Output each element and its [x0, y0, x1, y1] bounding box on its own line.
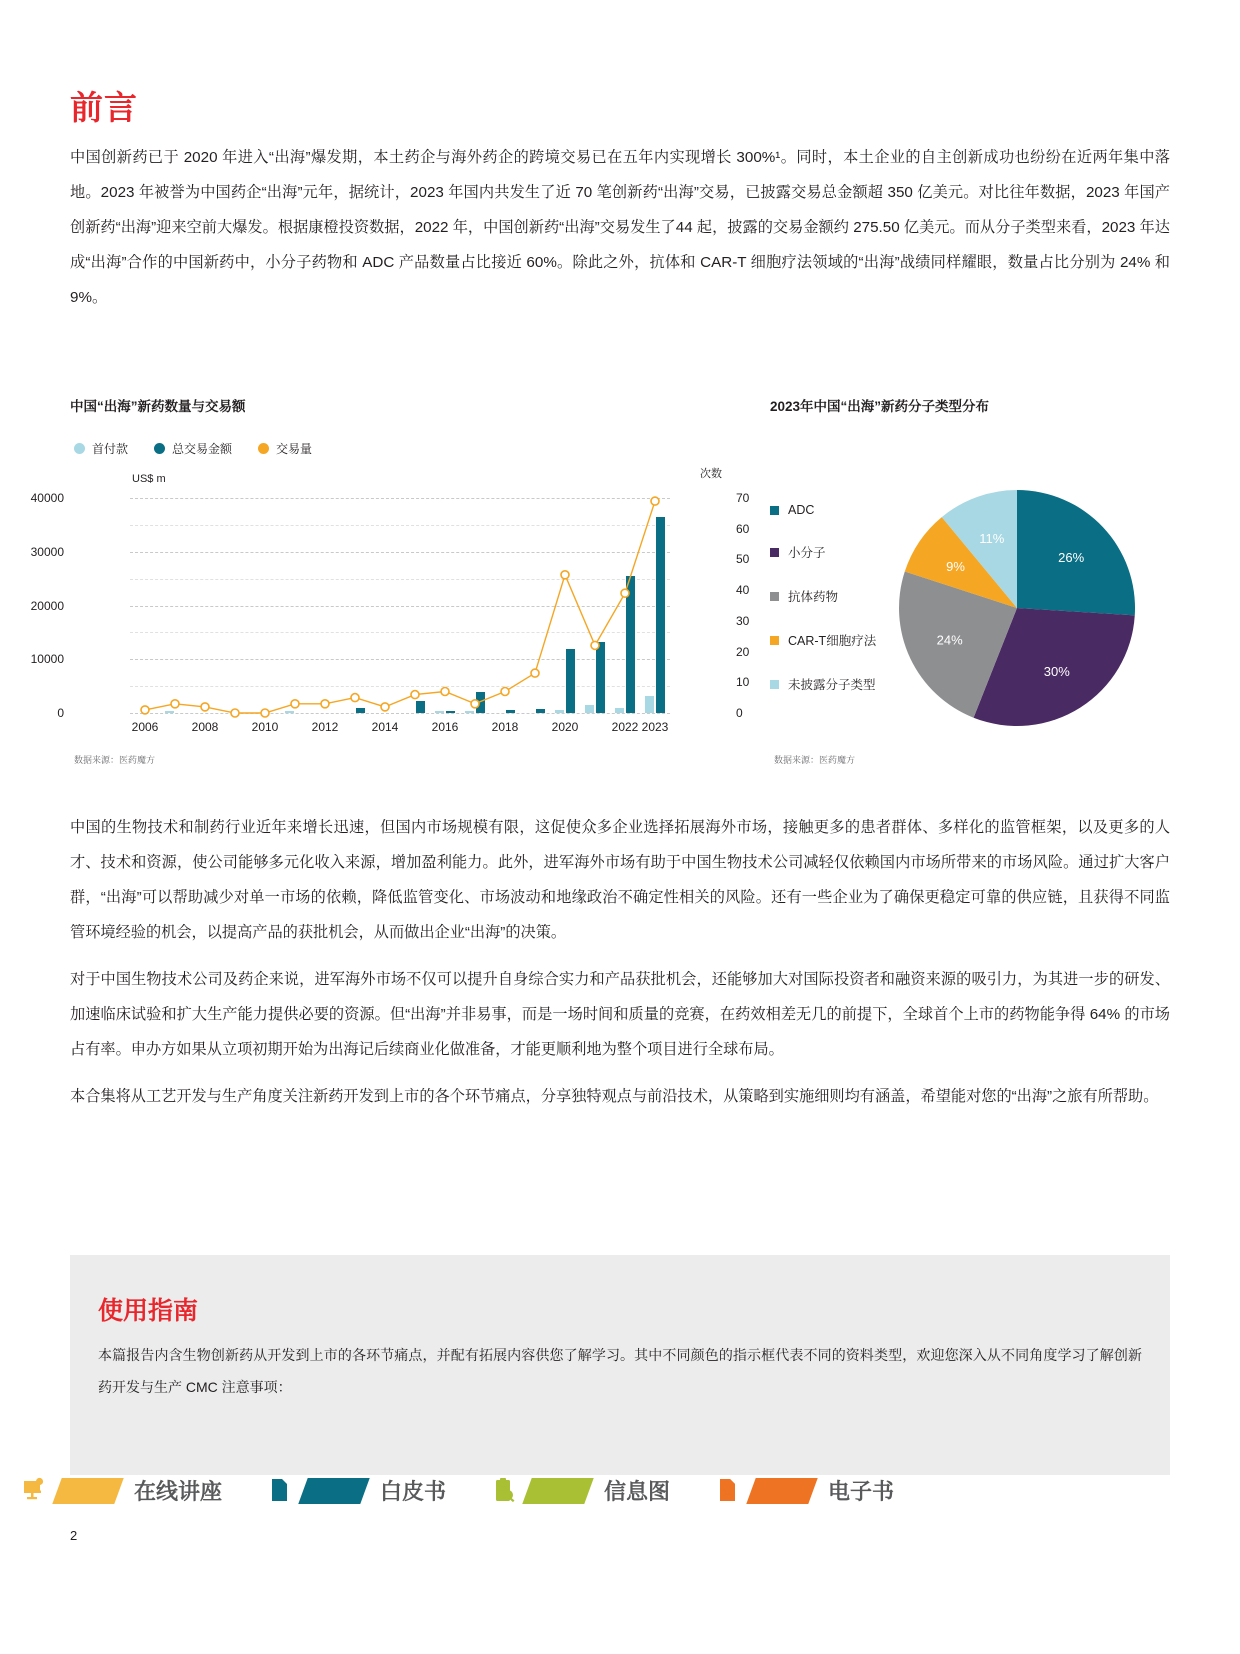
- pie-legend-item: [770, 587, 876, 605]
- x-axis-tick: 2014: [371, 720, 399, 734]
- bar-chart-legend: [74, 440, 312, 457]
- page-title: 前言: [70, 89, 138, 126]
- resource-type-legend: [22, 1475, 1162, 1506]
- pie-chart-title: 2023年中国“出海”新药分子类型分布: [770, 399, 990, 414]
- document-lines-icon: [268, 1477, 294, 1505]
- y-axis-tick-right: 60: [736, 521, 750, 536]
- pie-legend-label: ADC: [788, 503, 815, 517]
- resource-type-label: 在线讲座: [134, 1479, 223, 1504]
- y-axis-tick-right: 30: [736, 613, 750, 628]
- legend-swatch-total: [154, 443, 165, 454]
- pie-legend-swatch: [770, 636, 779, 645]
- x-axis-tick: 2006: [131, 720, 159, 734]
- resource-type-label: 白皮书: [380, 1479, 447, 1504]
- body-paragraph-block: [70, 810, 1170, 1126]
- y-axis-tick-left: 40000: [30, 491, 64, 505]
- usage-guide-text: 本篇报告内含生物创新药从开发到上市的各环节痛点，并配有拓展内容供您了解学习。其中不同颜色的指示框代表不同的资料类型，欢迎您深入从不同角度学习了解创新药开发与生产 CMC 注意事项：: [98, 1347, 1142, 1395]
- usage-guide-title: 使用指南: [98, 1297, 199, 1325]
- pie-slices: [892, 483, 1142, 733]
- pie-chart-legend: [770, 503, 876, 719]
- y-axis-tick-right: 10: [736, 675, 750, 690]
- bar-chart-title: 中国“出海”新药数量与交易额: [70, 399, 246, 414]
- webinar-screen-icon: [22, 1477, 48, 1505]
- pie-legend-swatch: [770, 506, 779, 515]
- pie-legend-item: [770, 503, 876, 517]
- ebook-image-icon: [716, 1477, 742, 1505]
- y-axis-tick-right: 0: [736, 706, 743, 720]
- x-axis-tick: 2022: [611, 720, 639, 734]
- legend-label-upfront: 首付款: [92, 442, 129, 456]
- resource-type-label: 电子书: [828, 1479, 895, 1504]
- deal-count-line-series: [130, 498, 670, 713]
- y-axis-tick-right: 40: [736, 583, 750, 598]
- x-axis-tick: 2008: [191, 720, 219, 734]
- resource-type-item-3[interactable]: [492, 1475, 670, 1506]
- resource-type-color-bar: [746, 1478, 817, 1504]
- x-axis-tick: 2016: [431, 720, 459, 734]
- pie-legend-item: [770, 675, 876, 693]
- intro-paragraph-block: [70, 140, 1170, 327]
- y-axis-tick-left: 10000: [30, 652, 64, 667]
- pie-legend-swatch: [770, 680, 779, 689]
- resource-type-item-2[interactable]: [268, 1475, 446, 1506]
- resource-type-item-4[interactable]: [716, 1475, 894, 1506]
- y-axis-tick-right: 70: [736, 491, 750, 505]
- usage-guide-box: [70, 1255, 1170, 1475]
- paragraph-3: 对于中国生物技术公司及药企来说，进军海外市场不仅可以提升自身综合实力和产品获批机会，还能够加大对国际投资者和融资来源的吸引力，为其进一步的研发、加速临床试验和扩大生产能力提供必要的资源。但“出海”并非易事，而是一场时间和质量的竞赛，在药效相差无几的前提下，全球首个上市的药物能争得 64% 的市场占有率。申办方如果从立项初期开始为出海记后续商业化做准备，才能更顺利地为整个项目进行全球布局。: [70, 971, 1170, 1058]
- paragraph-4: 本合集将从工艺开发与生产角度关注新药开发到上市的各个环节痛点，分享独特观点与前沿技术，从策略到实施细则均有涵盖，希望能对您的“出海”之旅有所帮助。: [70, 1088, 1159, 1105]
- resource-type-color-bar: [522, 1478, 593, 1504]
- y-axis-tick-left: 20000: [30, 598, 64, 613]
- resource-type-color-bar: [52, 1478, 123, 1504]
- paragraph-1: 中国创新药已于 2020 年进入“出海”爆发期，本土药企与海外药企的跨境交易已在五年内实现增长 300%¹。同时，本土企业的自主创新成功也纷纷在近两年集中落地。2023 年被誉为中国药企“出海”元年，据统计，2023 年国内共发生了近 70 笔创新药“出海”交易，已披露交易总金额超 350 亿美元。对比往年数据，2023 年国产创新药“出海”迎来空前大爆发。根据康橙投资数据，2022 年，中国创新药“出海”交易发生了44 起，披露的交易金额约 275.50 亿美元。而从分子类型来看，2023 年达成“出海”合作的中国新药中，小分子药物和 ADC 产品数量占比接近 60%。除此之外，抗体和 CAR-T 细胞疗法领域的“出海”战绩同样耀眼，数量占比分别为 24% 和 9%。: [70, 149, 1170, 306]
- paragraph-2: 中国的生物技术和制药行业近年来增长迅速，但国内市场规模有限，这促使众多企业选择拓展海外市场，接触更多的患者群体、多样化的监管框架，以及更多的人才、技术和资源，使公司能够多元化收入来源，增加盈利能力。此外，进军海外市场有助于中国生物技术公司减轻仅依赖国内市场所带来的市场风险。通过扩大客户群，“出海”可以帮助减少对单一市场的依赖，降低监管变化、市场波动和地缘政治不确定性相关的风险。还有一些企业为了确保更稳定可靠的供应链，且获得不同监管环境经验的机会，以提高产品的获批机会，从而做出企业“出海”的决策。: [70, 819, 1170, 941]
- x-axis-tick: 2020: [551, 720, 579, 734]
- pie-slice-value-label: 24%: [936, 632, 963, 648]
- bar-chart-source-note: 数据来源：医药魔方: [74, 755, 156, 765]
- legend-label-total: 总交易金额: [172, 442, 233, 456]
- legend-swatch-deals: [258, 443, 269, 454]
- pie-legend-label: 未披露分子类型: [788, 678, 876, 692]
- x-axis-tick: 2018: [491, 720, 519, 734]
- pie-slice-value-label: 11%: [979, 531, 1005, 547]
- pie-legend-item: [770, 631, 876, 649]
- pie-legend-swatch: [770, 548, 779, 557]
- pie-legend-label: 小分子: [788, 546, 826, 560]
- resource-type-label: 信息图: [604, 1479, 671, 1504]
- resource-type-item-1[interactable]: [22, 1475, 222, 1506]
- pie-legend-item: [770, 543, 876, 561]
- legend-item-deals: [258, 440, 312, 457]
- x-axis-tick: 2010: [251, 720, 279, 734]
- y-axis-tick-right: 50: [736, 552, 750, 567]
- legend-swatch-upfront: [74, 443, 85, 454]
- clipboard-search-icon: [492, 1477, 518, 1505]
- pie-graphic: [892, 483, 1142, 733]
- legend-item-total: [154, 440, 232, 457]
- pie-slice-value-label: 9%: [946, 559, 965, 575]
- pie-chart: [770, 395, 1170, 785]
- gridline: [130, 713, 670, 714]
- pie-legend-label: 抗体药物: [788, 590, 839, 604]
- pie-legend-label: CAR-T细胞疗法: [788, 634, 877, 648]
- pie-slice-value-label: 26%: [1058, 550, 1085, 566]
- y-axis-unit-left: US$ m: [132, 473, 166, 485]
- x-axis-tick: 2023: [641, 720, 669, 734]
- page-number: 2: [70, 1528, 78, 1543]
- bar-chart: [30, 395, 750, 785]
- pie-legend-swatch: [770, 592, 779, 601]
- x-axis-tick: 2012: [311, 720, 339, 734]
- charts-row: [30, 395, 1170, 785]
- legend-label-deals: 交易量: [276, 442, 313, 456]
- y-axis-unit-right: 次数: [700, 468, 722, 480]
- pie-chart-source-note: 数据来源：医药魔方: [774, 755, 856, 765]
- resource-type-color-bar: [298, 1478, 369, 1504]
- y-axis-tick-left: 0: [57, 706, 64, 720]
- y-axis-tick-right: 20: [736, 644, 750, 659]
- pie-slice-value-label: 30%: [1043, 663, 1070, 679]
- bar-chart-plot-area: [30, 491, 750, 734]
- legend-item-upfront: [74, 440, 128, 457]
- y-axis-tick-left: 30000: [30, 544, 64, 559]
